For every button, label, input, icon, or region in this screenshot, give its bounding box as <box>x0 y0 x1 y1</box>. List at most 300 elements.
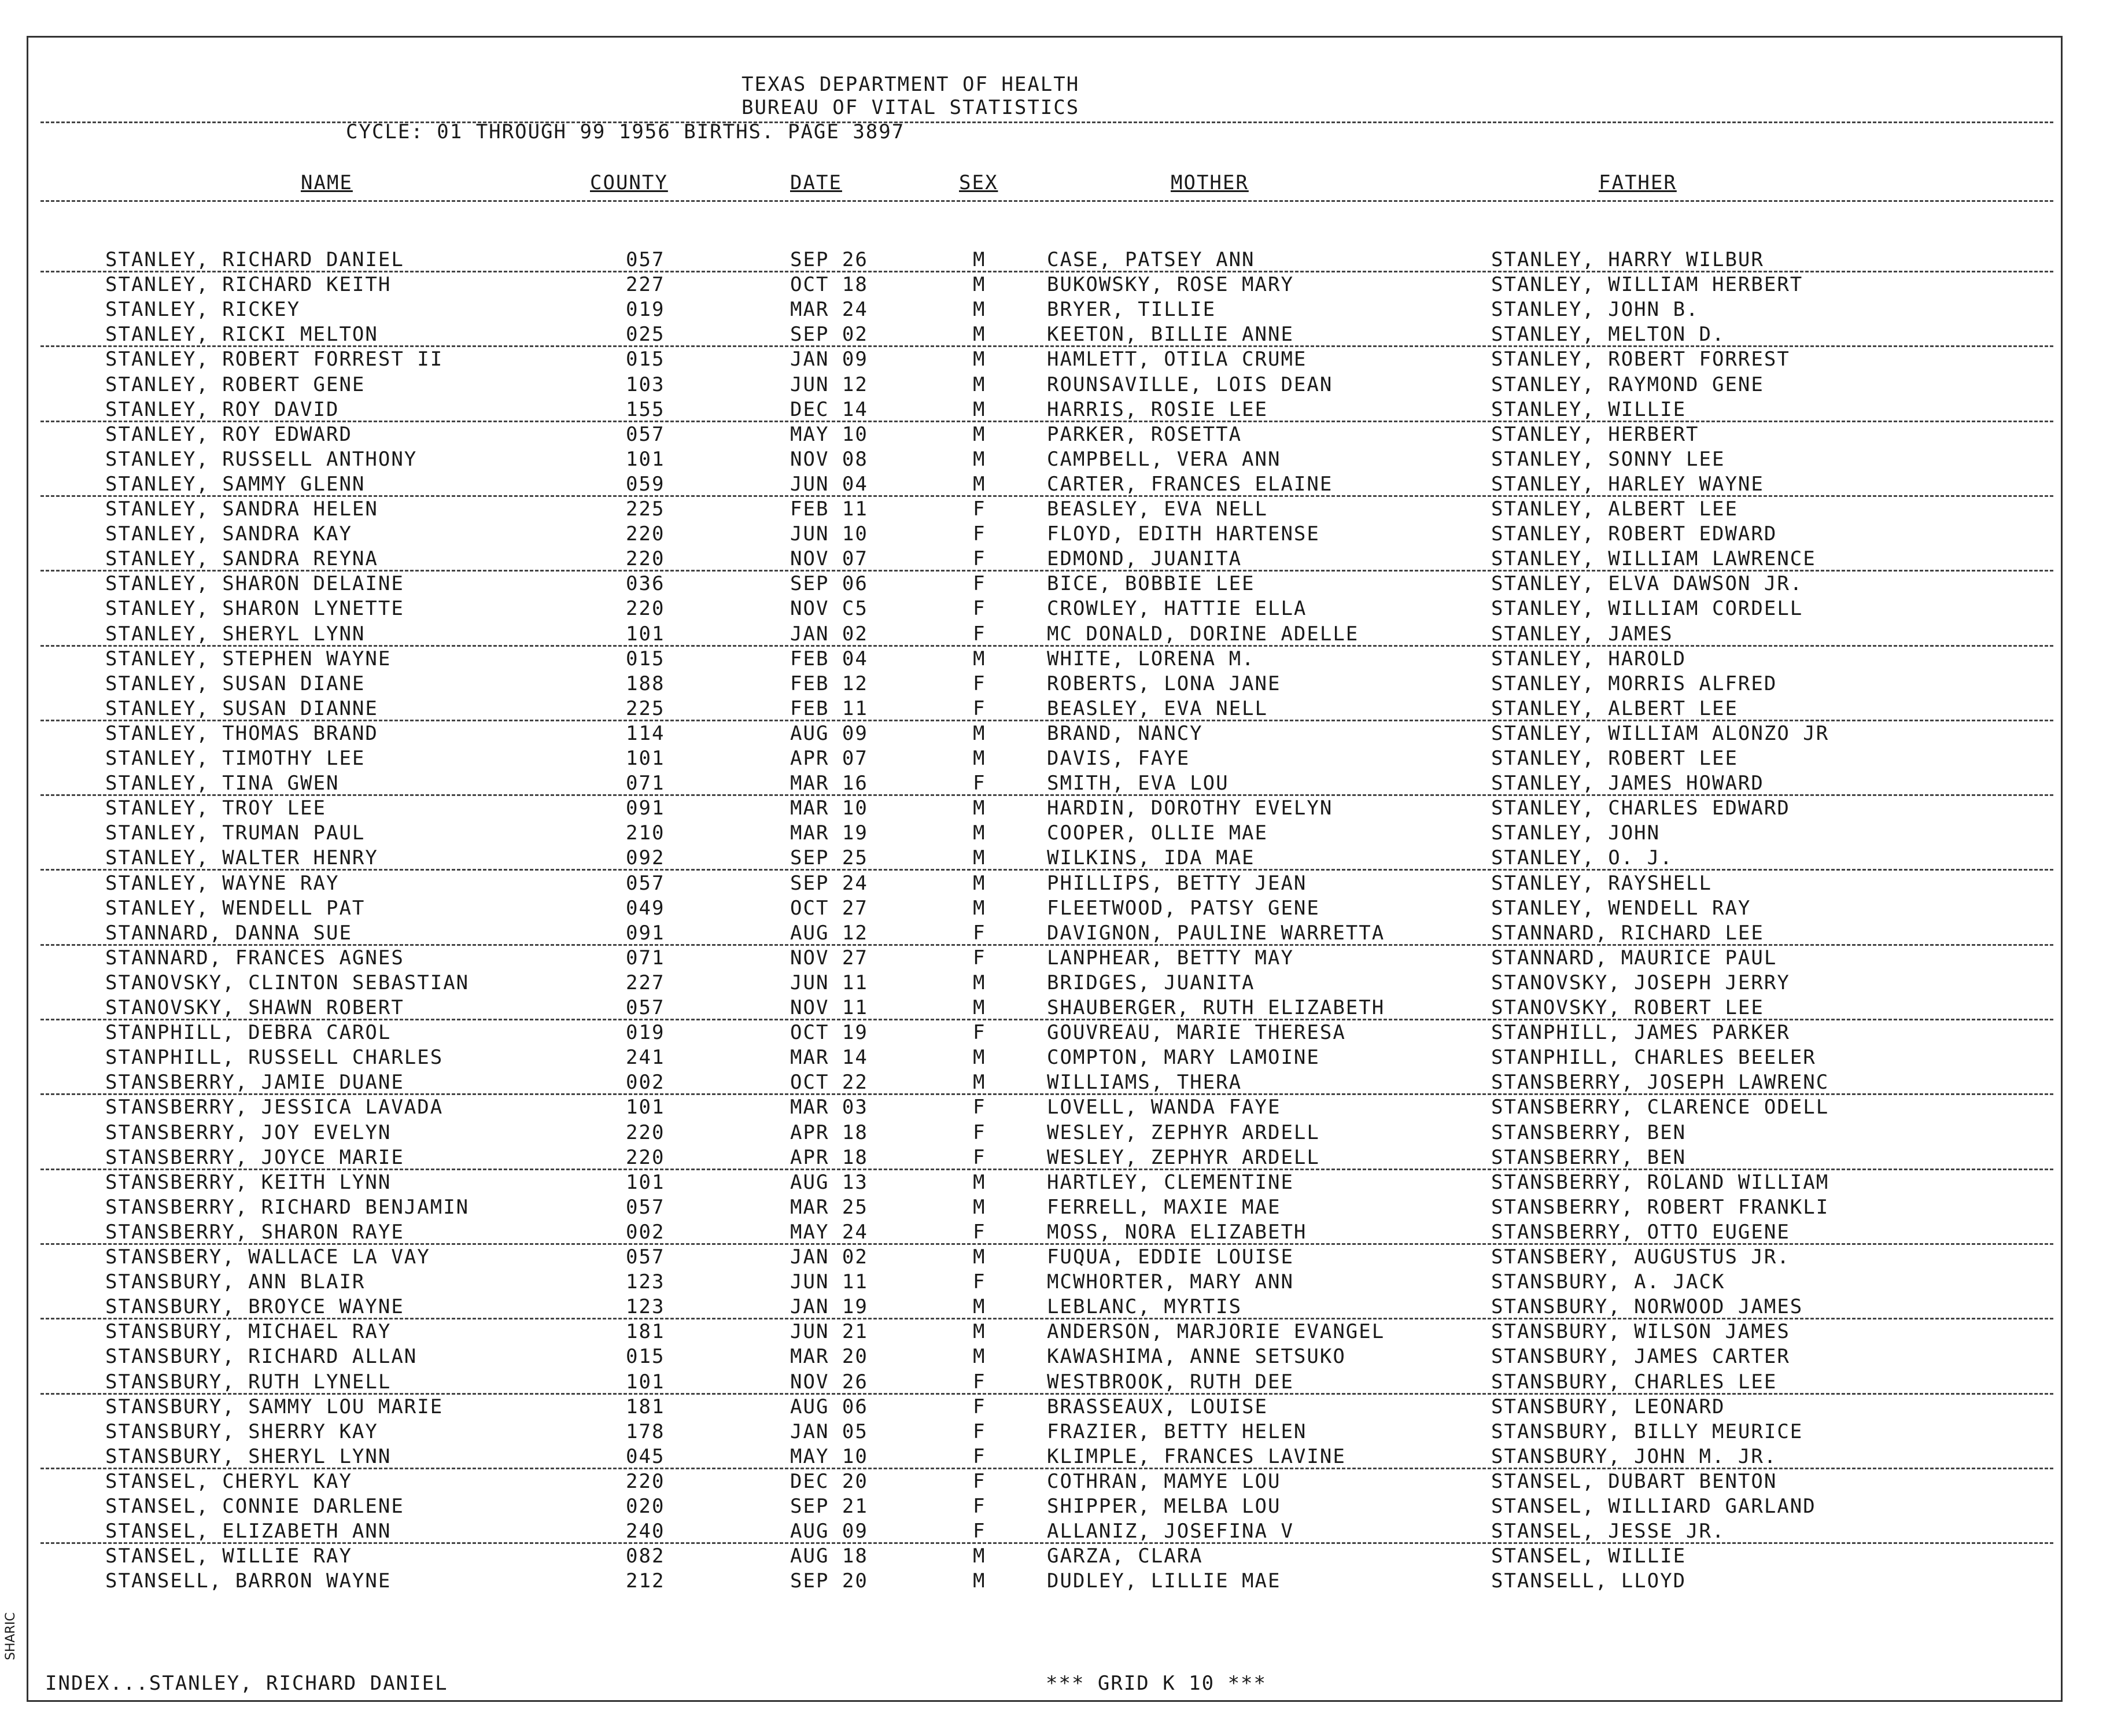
table-row <box>0 1170 2110 1195</box>
cell-county: 101 <box>626 1096 665 1119</box>
cell-sex: F <box>973 1520 986 1543</box>
cell-name: STANSBERRY, JOY EVELYN <box>105 1121 392 1144</box>
cell-mother: FUQUA, EDDIE LOUISE <box>1047 1245 1294 1269</box>
cell-name: STANSBURY, RICHARD ALLAN <box>105 1345 418 1369</box>
cell-sex: F <box>973 696 986 720</box>
cell-date: OCT 19 <box>790 1021 868 1045</box>
cell-date: MAR 24 <box>790 298 868 322</box>
cell-sex: M <box>973 248 986 271</box>
cell-mother: COOPER, OLLIE MAE <box>1047 821 1268 845</box>
cell-date: MAY 10 <box>790 422 868 446</box>
table-row <box>0 721 2110 746</box>
cell-county: 220 <box>626 522 665 546</box>
cell-date: MAR 25 <box>790 1195 868 1219</box>
cell-mother: GOUVREAU, MARIE THERESA <box>1047 1021 1346 1045</box>
cell-mother: PARKER, ROSETTA <box>1047 422 1242 446</box>
cell-sex: F <box>973 622 986 646</box>
cell-date: SEP 21 <box>790 1495 868 1518</box>
cell-name: STANLEY, TROY LEE <box>105 797 326 820</box>
cell-date: APR 07 <box>790 747 868 770</box>
cell-father: STANSBURY, JAMES CARTER <box>1491 1345 1790 1369</box>
cell-date: APR 18 <box>790 1121 868 1144</box>
cell-sex: M <box>973 298 986 322</box>
cell-date: APR 18 <box>790 1145 868 1169</box>
cell-name: STANOVSKY, CLINTON SEBASTIAN <box>105 971 470 994</box>
cell-county: 019 <box>626 298 665 322</box>
cell-date: JAN 02 <box>790 1245 868 1269</box>
cell-name: STANSBURY, BROYCE WAYNE <box>105 1295 404 1319</box>
cell-father: STANLEY, JAMES HOWARD <box>1491 772 1764 795</box>
cell-date: DEC 14 <box>790 397 868 421</box>
cell-county: 220 <box>626 547 665 571</box>
cell-date: JUN 11 <box>790 1270 868 1294</box>
cell-date: JUN 04 <box>790 472 868 496</box>
cell-county: 101 <box>626 1170 665 1194</box>
cell-county: 101 <box>626 622 665 646</box>
cell-sex: M <box>973 846 986 870</box>
cell-father: STANSBURY, JOHN M. JR. <box>1491 1444 1777 1468</box>
cell-sex: M <box>973 1569 986 1593</box>
cell-name: STANPHILL, DEBRA CAROL <box>105 1021 392 1045</box>
cell-sex: M <box>973 896 986 920</box>
cell-name: STANSELL, BARRON WAYNE <box>105 1569 392 1593</box>
cell-father: STANSBERRY, CLARENCE ODELL <box>1491 1096 1829 1119</box>
cell-county: 123 <box>626 1270 665 1294</box>
table-row <box>0 1519 2110 1544</box>
cell-county: 220 <box>626 597 665 621</box>
table-row <box>0 1395 2110 1420</box>
cell-father: STANSEL, WILLIE <box>1491 1545 1687 1568</box>
cell-mother: BRYER, TILLIE <box>1047 298 1216 322</box>
cell-date: NOV 26 <box>790 1370 868 1394</box>
cell-father: STANOVSKY, ROBERT LEE <box>1491 996 1764 1019</box>
cell-date: SEP 06 <box>790 572 868 596</box>
cell-father: STANLEY, JAMES <box>1491 622 1673 646</box>
table-row <box>0 322 2110 347</box>
cell-date: OCT 27 <box>790 896 868 920</box>
cell-date: JAN 09 <box>790 348 868 371</box>
cell-county: 057 <box>626 1195 665 1219</box>
cell-date: OCT 18 <box>790 273 868 297</box>
cell-father: STANSBERRY, JOSEPH LAWRENC <box>1491 1071 1829 1094</box>
cell-sex: M <box>973 422 986 446</box>
cell-father: STANSEL, JESSE JR. <box>1491 1520 1725 1543</box>
table-row <box>0 871 2110 896</box>
cell-name: STANSBURY, SAMMY LOU MARIE <box>105 1395 444 1418</box>
cell-mother: WILKINS, IDA MAE <box>1047 846 1255 870</box>
cell-name: STANLEY, RICHARD KEITH <box>105 273 392 297</box>
table-row <box>0 297 2110 322</box>
cell-father: STANLEY, HARRY WILBUR <box>1491 248 1764 271</box>
cell-mother: CAMPBELL, VERA ANN <box>1047 447 1281 471</box>
cell-county: 188 <box>626 672 665 695</box>
table-row <box>0 1295 2110 1319</box>
cell-name: STANLEY, ROBERT FORREST II <box>105 348 444 371</box>
cell-father: STANLEY, ALBERT LEE <box>1491 497 1738 521</box>
cell-name: STANLEY, STEPHEN WAYNE <box>105 647 392 670</box>
cell-name: STANOVSKY, SHAWN ROBERT <box>105 996 404 1019</box>
cell-mother: COMPTON, MARY LAMOINE <box>1047 1046 1320 1070</box>
cell-mother: HARTLEY, CLEMENTINE <box>1047 1170 1294 1194</box>
table-row <box>0 846 2110 871</box>
cell-date: JUN 11 <box>790 971 868 994</box>
col-header-name: NAME <box>301 171 353 194</box>
cell-county: 082 <box>626 1545 665 1568</box>
cell-name: STANLEY, TINA GWEN <box>105 772 340 795</box>
cell-name: STANSBURY, MICHAEL RAY <box>105 1320 392 1344</box>
table-row <box>0 1220 2110 1245</box>
cell-sex: F <box>973 572 986 596</box>
cell-father: STANSBERRY, BEN <box>1491 1145 1687 1169</box>
cell-county: 002 <box>626 1220 665 1244</box>
cell-sex: F <box>973 946 986 970</box>
cell-father: STANLEY, MORRIS ALFRED <box>1491 672 1777 695</box>
table-row <box>0 1145 2110 1170</box>
cell-county: 002 <box>626 1071 665 1094</box>
table-row <box>0 1270 2110 1295</box>
cell-county: 045 <box>626 1444 665 1468</box>
table-row <box>0 1370 2110 1395</box>
cell-date: MAR 20 <box>790 1345 868 1369</box>
cell-county: 019 <box>626 1021 665 1045</box>
cell-father: STANSBERY, AUGUSTUS JR. <box>1491 1245 1790 1269</box>
cell-date: MAR 10 <box>790 797 868 820</box>
cell-father: STANLEY, HERBERT <box>1491 422 1699 446</box>
cell-date: JUN 21 <box>790 1320 868 1344</box>
cell-mother: WESTBROOK, RUTH DEE <box>1047 1370 1294 1394</box>
cell-date: AUG 09 <box>790 1520 868 1543</box>
cell-father: STANLEY, RAYMOND GENE <box>1491 373 1764 396</box>
cell-sex: F <box>973 1395 986 1418</box>
cell-date: SEP 02 <box>790 323 868 347</box>
cell-name: STANLEY, ROY DAVID <box>105 397 340 421</box>
table-row <box>0 547 2110 572</box>
cell-father: STANLEY, ROBERT EDWARD <box>1491 522 1777 546</box>
cell-name: STANSEL, WILLIE RAY <box>105 1545 352 1568</box>
cell-father: STANSBURY, A. JACK <box>1491 1270 1725 1294</box>
col-header-mother: MOTHER <box>1171 171 1249 194</box>
cell-sex: M <box>973 373 986 396</box>
cell-father: STANPHILL, JAMES PARKER <box>1491 1021 1790 1045</box>
cell-date: JAN 19 <box>790 1295 868 1319</box>
cell-mother: DAVIS, FAYE <box>1047 747 1190 770</box>
table-row <box>0 796 2110 821</box>
cell-father: STANNARD, RICHARD LEE <box>1491 921 1764 945</box>
cell-date: JUN 12 <box>790 373 868 396</box>
table-row <box>0 1020 2110 1045</box>
cell-name: STANLEY, WENDELL PAT <box>105 896 366 920</box>
cell-county: 225 <box>626 497 665 521</box>
cell-mother: WHITE, LORENA M. <box>1047 647 1255 670</box>
cell-name: STANLEY, TRUMAN PAUL <box>105 821 366 845</box>
cell-sex: F <box>973 1370 986 1394</box>
table-row <box>0 1195 2110 1220</box>
cell-sex: F <box>973 921 986 945</box>
cell-mother: SMITH, EVA LOU <box>1047 772 1229 795</box>
cell-father: STANPHILL, CHARLES BEELER <box>1491 1046 1816 1070</box>
cell-county: 101 <box>626 1370 665 1394</box>
cell-county: 178 <box>626 1420 665 1443</box>
separator-line <box>40 200 2053 202</box>
cell-mother: LOVELL, WANDA FAYE <box>1047 1096 1281 1119</box>
cell-county: 123 <box>626 1295 665 1319</box>
cell-name: STANSBERRY, JOYCE MARIE <box>105 1145 404 1169</box>
cell-date: MAY 10 <box>790 1444 868 1468</box>
cell-date: SEP 20 <box>790 1569 868 1593</box>
cell-name: STANLEY, RICKEY <box>105 298 301 322</box>
cell-date: JAN 05 <box>790 1420 868 1443</box>
cell-name: STANSBURY, SHERRY KAY <box>105 1420 378 1443</box>
cell-county: 114 <box>626 721 665 745</box>
cell-county: 015 <box>626 1345 665 1369</box>
cell-name: STANLEY, SANDRA REYNA <box>105 547 378 571</box>
cell-name: STANLEY, TIMOTHY LEE <box>105 747 366 770</box>
cell-father: STANLEY, O. J. <box>1491 846 1673 870</box>
col-header-sex: SEX <box>959 171 998 194</box>
cell-name: STANSBERRY, SHARON RAYE <box>105 1220 404 1244</box>
cell-county: 025 <box>626 323 665 347</box>
cell-sex: M <box>973 747 986 770</box>
table-row <box>0 746 2110 771</box>
cell-sex: M <box>973 1245 986 1269</box>
cell-father: STANLEY, HARLEY WAYNE <box>1491 472 1764 496</box>
cell-sex: F <box>973 1220 986 1244</box>
cell-father: STANLEY, WENDELL RAY <box>1491 896 1751 920</box>
cell-sex: F <box>973 547 986 571</box>
cell-father: STANLEY, ALBERT LEE <box>1491 696 1738 720</box>
cell-mother: KAWASHIMA, ANNE SETSUKO <box>1047 1345 1346 1369</box>
cell-mother: WESLEY, ZEPHYR ARDELL <box>1047 1145 1320 1169</box>
cell-sex: M <box>973 1295 986 1319</box>
table-row <box>0 447 2110 472</box>
table-row <box>0 1095 2110 1120</box>
cell-county: 225 <box>626 696 665 720</box>
cell-father: STANSEL, DUBART BENTON <box>1491 1469 1777 1493</box>
cell-date: MAR 14 <box>790 1046 868 1070</box>
cell-date: JUN 10 <box>790 522 868 546</box>
cell-county: 049 <box>626 896 665 920</box>
cell-name: STANNARD, DANNA SUE <box>105 921 352 945</box>
cell-date: FEB 11 <box>790 497 868 521</box>
cell-mother: GARZA, CLARA <box>1047 1545 1203 1568</box>
cell-mother: CASE, PATSEY ANN <box>1047 248 1255 271</box>
cell-mother: BRASSEAUX, LOUISE <box>1047 1395 1268 1418</box>
cell-county: 220 <box>626 1121 665 1144</box>
cell-father: STANLEY, JOHN <box>1491 821 1661 845</box>
cell-mother: ALLANIZ, JOSEFINA V <box>1047 1520 1294 1543</box>
cell-county: 036 <box>626 572 665 596</box>
table-row <box>0 921 2110 946</box>
table-row <box>0 347 2110 372</box>
cell-sex: M <box>973 472 986 496</box>
table-row <box>0 1070 2110 1095</box>
cell-sex: F <box>973 1495 986 1518</box>
table-row <box>0 397 2110 422</box>
cell-sex: F <box>973 1469 986 1493</box>
cell-county: 059 <box>626 472 665 496</box>
table-row <box>0 821 2110 846</box>
cell-mother: FERRELL, MAXIE MAE <box>1047 1195 1281 1219</box>
table-row <box>0 971 2110 996</box>
cell-mother: MCWHORTER, MARY ANN <box>1047 1270 1294 1294</box>
cell-mother: FRAZIER, BETTY HELEN <box>1047 1420 1307 1443</box>
cell-county: 071 <box>626 946 665 970</box>
table-row <box>0 1544 2110 1569</box>
cell-sex: F <box>973 1270 986 1294</box>
cell-sex: M <box>973 821 986 845</box>
cell-county: 071 <box>626 772 665 795</box>
cell-mother: PHILLIPS, BETTY JEAN <box>1047 871 1307 895</box>
cell-name: STANSBERRY, JAMIE DUANE <box>105 1071 404 1094</box>
cell-sex: M <box>973 1345 986 1369</box>
cell-county: 015 <box>626 647 665 670</box>
cell-father: STANSBURY, CHARLES LEE <box>1491 1370 1777 1394</box>
cell-mother: ANDERSON, MARJORIE EVANGEL <box>1047 1320 1385 1344</box>
cell-sex: M <box>973 447 986 471</box>
report-title: TEXAS DEPARTMENT OF HEALTH <box>742 73 1080 96</box>
cell-sex: M <box>973 647 986 670</box>
cell-father: STANLEY, ROBERT LEE <box>1491 747 1738 770</box>
cell-name: STANLEY, WALTER HENRY <box>105 846 378 870</box>
cell-father: STANSBURY, WILSON JAMES <box>1491 1320 1790 1344</box>
table-row <box>0 647 2110 672</box>
cell-county: 181 <box>626 1320 665 1344</box>
cell-sex: F <box>973 772 986 795</box>
separator-line <box>40 121 2053 123</box>
cell-father: STANSBERRY, ROBERT FRANKLI <box>1491 1195 1829 1219</box>
cell-county: 020 <box>626 1495 665 1518</box>
cell-county: 057 <box>626 996 665 1019</box>
cell-date: OCT 22 <box>790 1071 868 1094</box>
cell-name: STANSBURY, SHERYL LYNN <box>105 1444 392 1468</box>
cell-sex: M <box>973 871 986 895</box>
footer-index: INDEX...STANLEY, RICHARD DANIEL <box>45 1672 448 1695</box>
cell-father: STANLEY, WILLIAM ALONZO JR <box>1491 721 1829 745</box>
cell-name: STANLEY, ROY EDWARD <box>105 422 352 446</box>
cell-mother: CROWLEY, HATTIE ELLA <box>1047 597 1307 621</box>
table-row <box>0 1469 2110 1494</box>
cell-county: 015 <box>626 348 665 371</box>
cell-mother: COTHRAN, MAMYE LOU <box>1047 1469 1281 1493</box>
table-row <box>0 596 2110 621</box>
cell-name: STANLEY, THOMAS BRAND <box>105 721 378 745</box>
table-row <box>0 1494 2110 1519</box>
cell-name: STANSBERY, WALLACE LA VAY <box>105 1245 430 1269</box>
cell-father: STANLEY, WILLIAM HERBERT <box>1491 273 1803 297</box>
cell-sex: M <box>973 1046 986 1070</box>
cell-sex: F <box>973 1121 986 1144</box>
cell-mother: DUDLEY, LILLIE MAE <box>1047 1569 1281 1593</box>
cell-mother: BEASLEY, EVA NELL <box>1047 696 1268 720</box>
table-row <box>0 1045 2110 1070</box>
cell-mother: FLEETWOOD, PATSY GENE <box>1047 896 1320 920</box>
table-row <box>0 696 2110 721</box>
cell-sex: F <box>973 1096 986 1119</box>
cell-mother: LANPHEAR, BETTY MAY <box>1047 946 1294 970</box>
cell-mother: BICE, BOBBIE LEE <box>1047 572 1255 596</box>
cell-date: JAN 02 <box>790 622 868 646</box>
cell-father: STANSELL, LLOYD <box>1491 1569 1687 1593</box>
cell-date: NOV 07 <box>790 547 868 571</box>
cell-father: STANOVSKY, JOSEPH JERRY <box>1491 971 1790 994</box>
cell-mother: MC DONALD, DORINE ADELLE <box>1047 622 1359 646</box>
cell-mother: SHAUBERGER, RUTH ELIZABETH <box>1047 996 1385 1019</box>
table-row <box>0 1444 2110 1469</box>
table-row <box>0 771 2110 796</box>
cell-father: STANSBERRY, OTTO EUGENE <box>1491 1220 1790 1244</box>
cell-county: 210 <box>626 821 665 845</box>
table-row <box>0 248 2110 272</box>
col-header-date: DATE <box>790 171 842 194</box>
cell-sex: F <box>973 1444 986 1468</box>
cell-name: STANLEY, SUSAN DIANNE <box>105 696 378 720</box>
cell-mother: WILLIAMS, THERA <box>1047 1071 1242 1094</box>
cell-mother: CARTER, FRANCES ELAINE <box>1047 472 1333 496</box>
table-row <box>0 1569 2110 1594</box>
cell-mother: HARRIS, ROSIE LEE <box>1047 397 1268 421</box>
side-stamp: SHARIC <box>3 1612 18 1660</box>
cell-name: STANLEY, SHARON DELAINE <box>105 572 404 596</box>
table-row <box>0 896 2110 921</box>
cell-father: STANLEY, CHARLES EDWARD <box>1491 797 1790 820</box>
col-header-county: COUNTY <box>590 171 668 194</box>
cell-mother: ROBERTS, LONA JANE <box>1047 672 1281 695</box>
cell-name: STANSBERRY, JESSICA LAVADA <box>105 1096 444 1119</box>
cell-county: 091 <box>626 797 665 820</box>
cell-date: SEP 24 <box>790 871 868 895</box>
cell-county: 220 <box>626 1145 665 1169</box>
cell-county: 092 <box>626 846 665 870</box>
cell-sex: M <box>973 971 986 994</box>
cell-mother: FLOYD, EDITH HARTENSE <box>1047 522 1320 546</box>
cell-name: STANNARD, FRANCES AGNES <box>105 946 404 970</box>
table-row <box>0 1319 2110 1344</box>
cell-county: 227 <box>626 971 665 994</box>
table-row <box>0 946 2110 971</box>
cell-county: 057 <box>626 422 665 446</box>
cell-name: STANSEL, CHERYL KAY <box>105 1469 352 1493</box>
cell-sex: M <box>973 1071 986 1094</box>
cell-sex: F <box>973 597 986 621</box>
cell-sex: M <box>973 397 986 421</box>
cell-name: STANLEY, SAMMY GLENN <box>105 472 366 496</box>
cell-father: STANLEY, ELVA DAWSON JR. <box>1491 572 1803 596</box>
cell-sex: F <box>973 522 986 546</box>
cell-date: MAR 19 <box>790 821 868 845</box>
cell-father: STANLEY, WILLIAM LAWRENCE <box>1491 547 1816 571</box>
cell-sex: F <box>973 497 986 521</box>
cell-mother: BRIDGES, JUANITA <box>1047 971 1255 994</box>
cell-date: SEP 25 <box>790 846 868 870</box>
report-subtitle: BUREAU OF VITAL STATISTICS <box>742 96 1080 119</box>
cell-county: 103 <box>626 373 665 396</box>
cell-date: NOV 11 <box>790 996 868 1019</box>
cell-county: 220 <box>626 1469 665 1493</box>
cell-father: STANLEY, MELTON D. <box>1491 323 1725 347</box>
cell-county: 091 <box>626 921 665 945</box>
cell-date: NOV C5 <box>790 597 868 621</box>
cell-sex: F <box>973 1420 986 1443</box>
cell-mother: SHIPPER, MELBA LOU <box>1047 1495 1281 1518</box>
cell-name: STANLEY, SHARON LYNETTE <box>105 597 404 621</box>
cell-sex: F <box>973 1021 986 1045</box>
cell-mother: HARDIN, DOROTHY EVELYN <box>1047 797 1333 820</box>
cell-mother: BEASLEY, EVA NELL <box>1047 497 1268 521</box>
cell-mother: HAMLETT, OTILA CRUME <box>1047 348 1307 371</box>
cell-date: AUG 09 <box>790 721 868 745</box>
table-row <box>0 373 2110 397</box>
cell-county: 181 <box>626 1395 665 1418</box>
